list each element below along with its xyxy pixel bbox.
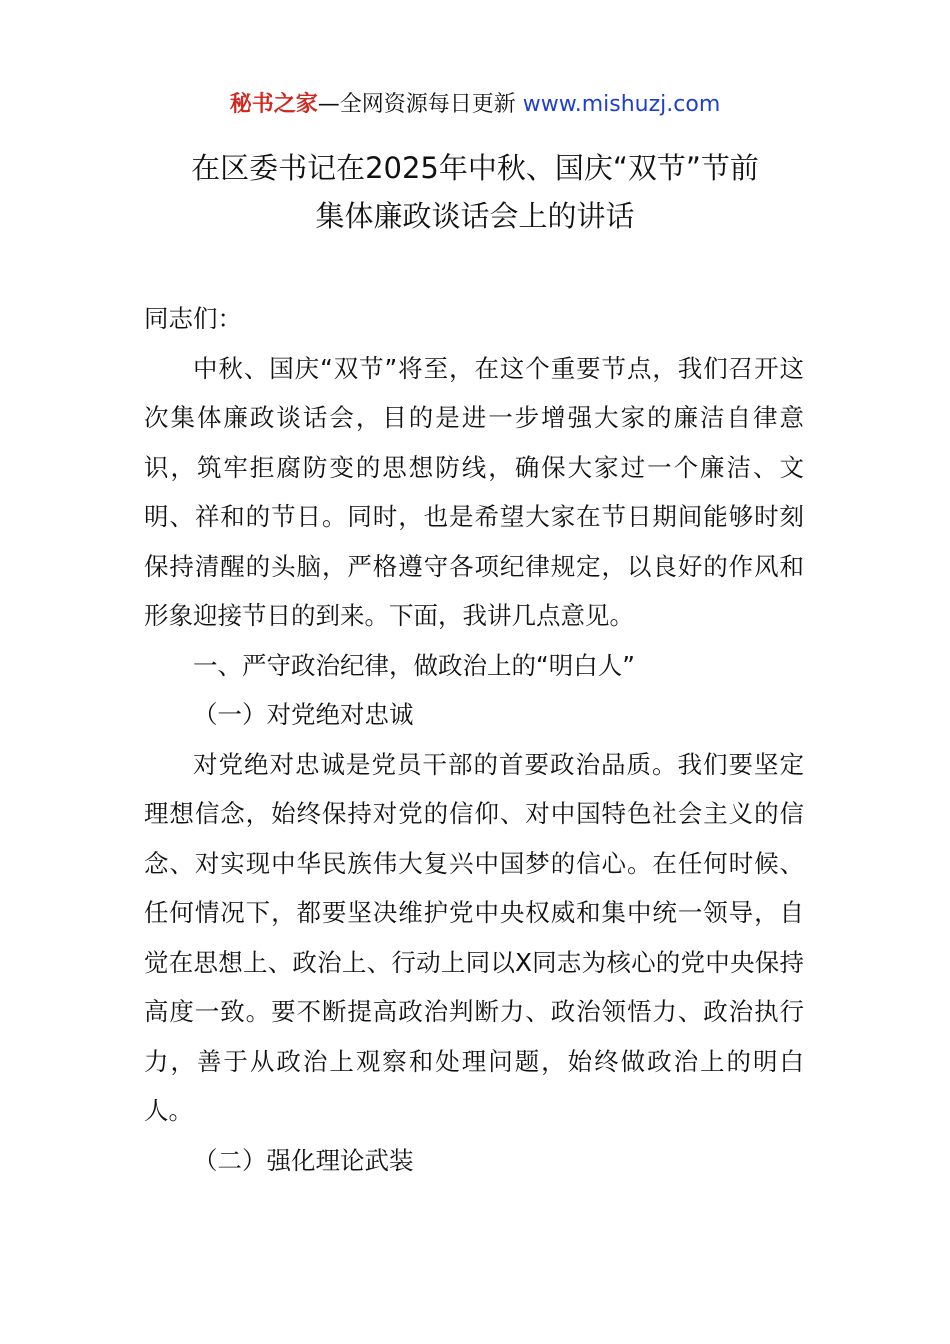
subsection-2-heading: （二）强化理论武装 (193, 1145, 414, 1175)
brand-name: 秘书之家 (229, 92, 318, 117)
salutation: 同志们： (144, 304, 242, 333)
title-line-1: 在区委书记在2025年中秋、国庆“双节”节前 (191, 151, 759, 185)
document-title (100, 144, 850, 240)
section-1-heading: 一、严守政治纪律，做政治上的“明白人” (193, 650, 635, 680)
document-body (144, 294, 804, 1185)
site-url-link[interactable]: www.mishuzj.com (522, 92, 721, 117)
site-header (0, 88, 950, 122)
subsection-1-paragraph: 对党绝对忠诚是党员干部的首要政治品质。我们要坚定理想信念，始终保持对党的信仰、对中国特色社会主义的信念、对实现中华民族伟大复兴中国梦的信心。在任何时候、任何情况下，都要坚决维护党中央权威和集中统一领导，自觉在思想上、政治上、行动上同以X同志为核心的党中央保持高度一致。要不断提高政治判断力、政治领悟力、政治执行力，善于从政治上观察和处理问题，始终做政治上的明白人。 (144, 749, 804, 1125)
intro-paragraph: 中秋、国庆“双节”将至，在这个重要节点，我们召开这次集体廉政谈话会，目的是进一步增强大家的廉洁自律意识，筑牢拒腐防变的思想防线，确保大家过一个廉洁、文明、祥和的节日。同时，也是希望大家在节日期间能够时刻保持清醒的头脑，严格遵守各项纪律规定，以良好的作风和形象迎接节日的到来。下面，我讲几点意见。 (144, 353, 804, 630)
header-tagline: —全网资源每日更新 (317, 92, 516, 117)
subsection-1-heading: （一）对党绝对忠诚 (193, 700, 414, 729)
title-line-2: 集体廉政谈话会上的讲话 (315, 199, 635, 233)
